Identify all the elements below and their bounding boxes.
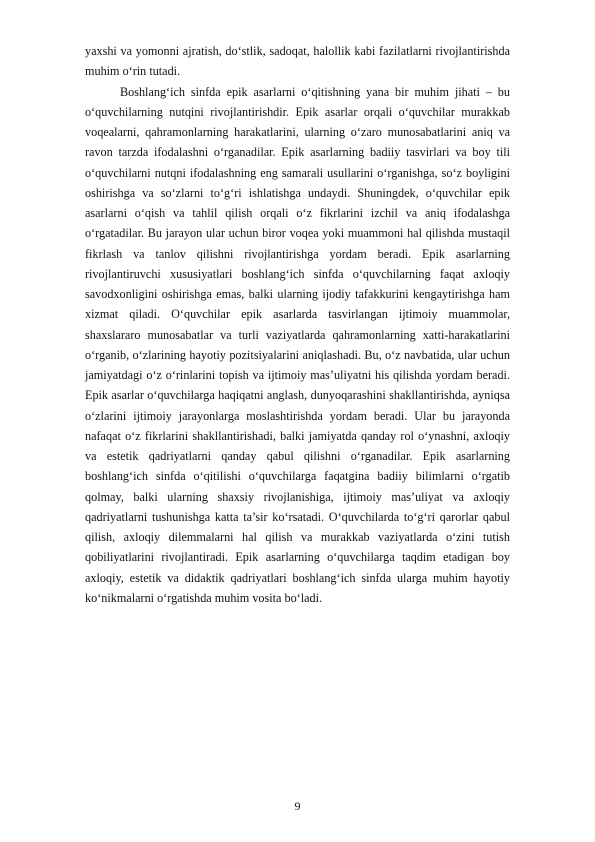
page-number: 9	[294, 799, 301, 813]
paragraph-continuation: yaxshi va yomonni ajratish, do‘stlik, sadoqat, halollik kabi fazilatlarni rivojlantirishda muhim o‘rin tutadi.	[85, 44, 510, 79]
body-text	[85, 41, 510, 608]
paragraph-main: Boshlang‘ich sinfda epik asarlarni o‘qitishning yana bir muhim jihati – bu o‘quvchilarning nutqini rivojlantirishdir. Epik asarlar orqali o‘quvchilar murakkab voqealarni, qahramonlarning harakatlarini, ularning o‘zaro munosabatlarini aniq va ravon tarzda ifodalashni o‘rganadilar. Epik asarlarning badiiy tasvirlari va boy tili o‘quvchilarni nutqni ifodalashning eng samarali usullarini o‘rganishga, so‘z boyligini oshirishga va so‘zlarni to‘g‘ri ishlatishga undaydi. Shuningdek, o‘quvchilar epik asarlarni o‘qish va tahlil qilish orqali o‘z fikrlarini izchil va aniq ifodalashga o‘rgatadilar. Bu jarayon ular uchun biror voqea yoki muammoni hal qilishda mustaqil fikrlash va tanlov qilishni rivojlantirishga yordam beradi. Epik asarlarning rivojlantiruvchi xususiyatlari boshlang‘ich sinfda o‘quvchilarning faqat axloqiy savodxonligini oshirishga emas, balki ularning ijodiy tafakkurini kengaytirishga ham xizmat qiladi. O‘quvchilar epik asarlarda tasvirlangan ijtimoiy muammolar, shaxslararo munosabatlar va turli vaziyatlarda qahramonlarning xatti-harakatlarini o‘rganib, o‘zlarining hayotiy pozitsiyalarini aniqlashadi. Bu, o‘z navbatida, ular uchun jamiyatdagi o‘z o‘rinlarini topish va ijtimoiy mas’uliyatni his qilishda yordam beradi. Epik asarlar o‘quvchilarga haqiqatni anglash, dunyoqarashini shakllantirishda, ayniqsa o‘zlarini ijtimoiy jarayonlarga moslashtirishda yordam beradi. Ular bu jarayonda nafaqat o‘z fikrlarini shakllantirishadi, balki jamiyatda qanday rol o‘ynashni, axloqiy va estetik qadriyatlarni qanday qabul qilishni o‘rganadilar. Epik asarlarning boshlang‘ich sinfda o‘qitilishi o‘quvchilarga faqatgina badiiy bilimlarni o‘rgatib qolmay, balki ularning shaxsiy rivojlanishiga, ijtimoiy mas’uliyat va axloqiy qadriyatlarni tushunishga katta ta’sir ko‘rsatadi. O‘quvchilarda to‘g‘ri qarorlar qabul qilish, axloqiy dilemmalarni hal qilish va murakkab vaziyatlarda o‘zini tutish qobiliyatlarini rivojlantiradi. Epik asarlarning o‘quvchilarga taqdim etadigan boy axloqiy, estetik va didaktik qadriyatlari boshlang‘ich sinfda ularga muhim hayotiy ko‘nikmalarni o‘rgatishda muhim vosita bo‘ladi.	[85, 84, 510, 605]
